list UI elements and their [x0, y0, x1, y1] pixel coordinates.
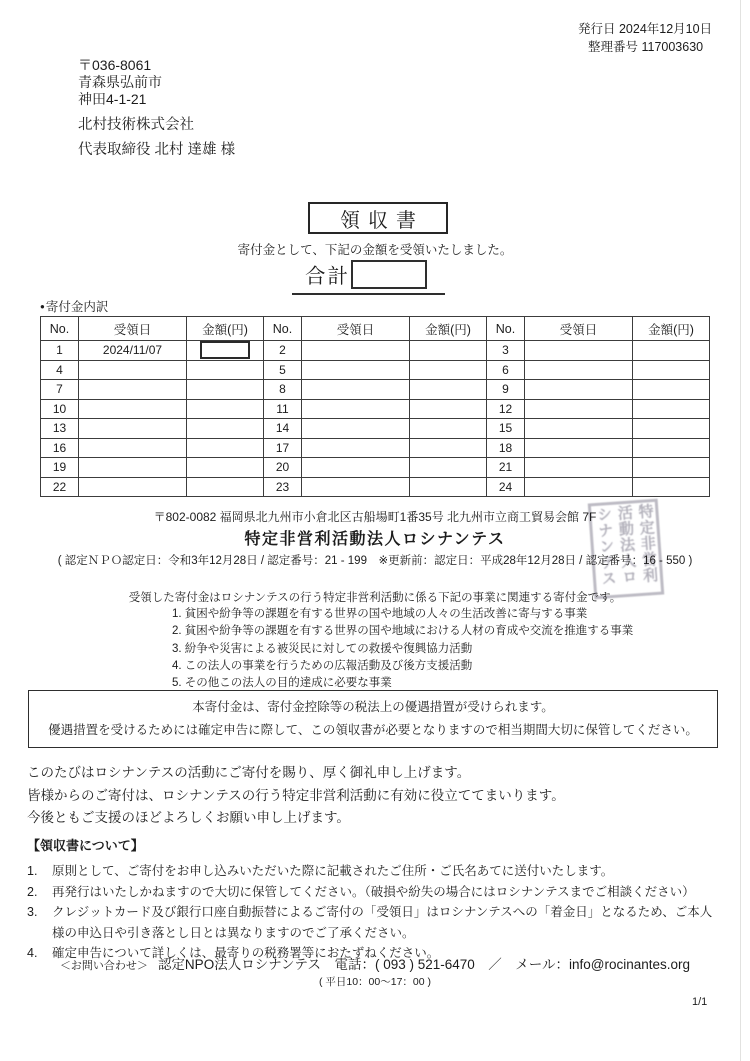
column-header-date: 受領日: [79, 317, 187, 341]
table-row: [41, 360, 710, 380]
cell-no: 11: [264, 399, 302, 419]
about-item-text: クレジットカード及び銀行口座自動振替によるご寄付の「受領日」はロシナンテスへの「着金日」となるため、ご本人様の申込日や引き落とし日とは異なりますのでご了承ください。: [52, 905, 713, 940]
column-header-date: 受領日: [302, 317, 410, 341]
table-row: [41, 419, 710, 439]
cell-no: 17: [264, 438, 302, 458]
cell-no: 3: [487, 341, 525, 361]
breakdown-section-title: 寄付金内訳: [45, 300, 109, 314]
cell-date: [302, 477, 410, 497]
cell-amount: [633, 399, 710, 419]
column-header-date: 受領日: [525, 317, 633, 341]
receipt-statement: 寄付金として、下記の金額を受領いたしました。: [237, 243, 513, 257]
total-label: 合計: [305, 265, 350, 288]
cell-amount: [410, 477, 487, 497]
cell-no: 10: [41, 399, 79, 419]
cell-amount: [187, 399, 264, 419]
total-amount-redacted-box: [351, 260, 427, 289]
page-number: 1/1: [692, 996, 708, 1008]
cell-date: [79, 458, 187, 478]
cell-date: [525, 360, 633, 380]
cell-date: [525, 477, 633, 497]
cell-no: 2: [264, 341, 302, 361]
cell-no: 18: [487, 438, 525, 458]
cell-no: 15: [487, 419, 525, 439]
about-item: [27, 861, 723, 882]
cell-no: 23: [264, 477, 302, 497]
cell-no: 21: [487, 458, 525, 478]
recipient-company: 北村技術株式会社: [78, 117, 194, 133]
table-row: [41, 380, 710, 400]
cell-no: 20: [264, 458, 302, 478]
bullet-icon: ●: [40, 302, 45, 311]
tax-notice-box: [28, 690, 718, 748]
purpose-intro: 受領した寄付金はロシナンテスの行う特定非営利活動に係る下記の事業に関連する寄付金です。: [128, 592, 622, 604]
recipient-person: 代表取締役 北村 達雄 様: [78, 142, 236, 158]
cell-amount: [633, 380, 710, 400]
cell-amount: [187, 360, 264, 380]
column-header-amount: 金額(円): [187, 317, 264, 341]
cell-date: [302, 419, 410, 439]
cell-no: 13: [41, 419, 79, 439]
certification-line: ( 認定ＮＰＯ認定日：令和3年12月28日 / 認定番号：21 - 199 ※更新前：認定日：平成28年12月28日 / 認定番号：16 - 550 ): [57, 555, 693, 567]
cell-amount: [633, 360, 710, 380]
thanks-line: このたびはロシナンテスの活動にご寄付を賜り、厚く御礼申し上げます。: [27, 765, 471, 780]
seal-column: 特定非営利: [636, 503, 659, 584]
cell-no: 22: [41, 477, 79, 497]
cell-no: 4: [41, 360, 79, 380]
cell-no: 14: [264, 419, 302, 439]
cell-date: [302, 341, 410, 361]
table-row: [41, 399, 710, 419]
cell-date: [302, 360, 410, 380]
cell-date: [525, 399, 633, 419]
recipient-address-line1: 青森県弘前市: [78, 74, 162, 90]
cell-date: [79, 419, 187, 439]
cell-date: [525, 341, 633, 361]
cell-amount: [410, 399, 487, 419]
cell-amount: [633, 458, 710, 478]
about-item: [27, 902, 723, 943]
tax-notice-line1: 本寄付金は、寄付金控除等の税法上の優遇措置が受けられます。: [192, 700, 554, 714]
cell-amount: [410, 458, 487, 478]
cell-no: 12: [487, 399, 525, 419]
about-item: [27, 882, 723, 903]
cell-amount: [187, 419, 264, 439]
contact-hours: ( 平日10：00～17：00 ): [318, 976, 432, 988]
cell-amount: [187, 341, 264, 361]
cell-no: 16: [41, 438, 79, 458]
cell-date: [302, 438, 410, 458]
cell-date: [302, 458, 410, 478]
cell-no: 1: [41, 341, 79, 361]
cell-amount: [633, 419, 710, 439]
cell-amount: [187, 458, 264, 478]
cell-date: [79, 360, 187, 380]
contact-info: 認定NPO法人ロシナンテス 電話：( 093 ) 521-6470 ／ メール：info@rocinantes.org: [157, 957, 691, 972]
cell-no: 8: [264, 380, 302, 400]
cell-amount: [410, 360, 487, 380]
about-item-text: 再発行はいたしかねますので大切に保管してください。（破損や紛失の場合にはロシナンテスまでご相談ください）: [52, 884, 695, 899]
thanks-line: 今後ともご支援のほどよろしくお願い申し上げます。: [27, 810, 350, 825]
about-item-number: 2.: [27, 884, 38, 899]
table-row: [41, 458, 710, 478]
cell-no: 6: [487, 360, 525, 380]
breakdown-table-head: [41, 317, 710, 341]
column-header-amount: 金額(円): [410, 317, 487, 341]
cell-date: 2024/11/07: [79, 341, 187, 361]
thanks-paragraph: [27, 762, 565, 830]
receipt-title-box: [308, 202, 448, 234]
cell-date: [525, 458, 633, 478]
about-item-text: 確定申告について詳しくは、最寄りの税務署等におたずねください。: [52, 946, 440, 960]
issuer-address: 〒802-0082 福岡県北九州市小倉北区古船場町1番35号 北九州市立商工貿易会館 7F: [153, 510, 597, 524]
purpose-items-list: [172, 606, 633, 692]
purpose-item: 2. 貧困や紛争等の課題を有する世界の国や地域における人材の育成や交流を推進する事業: [172, 625, 634, 638]
about-receipt-items: [27, 861, 723, 964]
cell-amount: [633, 438, 710, 458]
cell-no: 7: [41, 380, 79, 400]
table-row: [41, 477, 710, 497]
column-header-no: No.: [41, 317, 79, 341]
seal-column: シナンテス: [594, 505, 618, 587]
cell-date: [525, 419, 633, 439]
issue-date: 発行日 2024年12月10日: [578, 22, 713, 36]
breakdown-section-label: [40, 297, 108, 315]
receipt-title: 領収書: [340, 209, 424, 232]
about-item-text: 原則として、ご寄付をお申し込みいただいた際に記載されたご住所・ご氏名あてに送付いたします。: [52, 864, 614, 878]
amount-redacted-box: [200, 341, 250, 359]
cell-amount: [187, 477, 264, 497]
recipient-postal-code: 〒036-8061: [78, 57, 152, 73]
cell-date: [302, 399, 410, 419]
cell-date: [302, 380, 410, 400]
cell-date: [79, 477, 187, 497]
cell-no: 24: [487, 477, 525, 497]
cell-amount: [410, 380, 487, 400]
cell-date: [79, 438, 187, 458]
cell-date: [79, 399, 187, 419]
purpose-item: 3. 紛争や災害による被災民に対しての救援や復興協力活動: [172, 642, 473, 655]
table-header-row: [41, 317, 710, 341]
cell-no: 9: [487, 380, 525, 400]
cell-no: 5: [264, 360, 302, 380]
purpose-item: 1. 貧困や紛争等の課題を有する世界の国や地域の人々の生活改善に寄与する事業: [172, 608, 588, 620]
recipient-block: [78, 57, 235, 159]
cell-amount: [410, 341, 487, 361]
cell-amount: [633, 477, 710, 497]
about-item-number: 4.: [27, 946, 38, 960]
about-receipt-heading: 【領収書について】: [27, 838, 144, 853]
cell-date: [525, 438, 633, 458]
recipient-address-line2: 神田4-1-21: [78, 91, 147, 107]
contact-footer: [0, 953, 750, 974]
seal-column: 活動法人ロ: [615, 504, 638, 586]
purpose-item: 5. その他この法人の目的達成に必要な事業: [172, 677, 392, 690]
purpose-item: 4. この法人の事業を行うための広報活動及び後方支援活動: [172, 659, 473, 672]
tax-notice-line2: 優遇措置を受けるためには確定申告に際して、この領収書が必要となりますので相当期間大切に保管してください。: [48, 723, 698, 737]
column-header-no: No.: [487, 317, 525, 341]
breakdown-table: [40, 316, 710, 497]
issuer-name: 特定非営利活動法人ロシナンテス: [244, 531, 506, 548]
table-row: [41, 438, 710, 458]
about-item-number: 3.: [27, 905, 38, 919]
cell-amount: [410, 438, 487, 458]
cell-amount: [633, 341, 710, 361]
reference-number: 整理番号 117003630: [588, 39, 704, 54]
contact-label: ＜お問い合わせ＞: [59, 960, 148, 972]
cell-amount: [410, 419, 487, 439]
breakdown-table-body: [41, 341, 710, 497]
table-row: [41, 341, 710, 361]
about-receipt-section: [27, 835, 723, 964]
thanks-line: 皆様からのご寄付は、ロシナンテスの行う特定非営利活動に有効に役立ててまいります。: [27, 787, 565, 803]
cell-date: [525, 380, 633, 400]
document-meta: [578, 21, 712, 56]
cell-date: [79, 380, 187, 400]
cell-amount: [187, 438, 264, 458]
total-line: [292, 259, 445, 295]
cell-amount: [187, 380, 264, 400]
about-item-number: 1.: [27, 864, 38, 878]
cell-no: 19: [41, 458, 79, 478]
column-header-no: No.: [264, 317, 302, 341]
column-header-amount: 金額(円): [633, 317, 710, 341]
